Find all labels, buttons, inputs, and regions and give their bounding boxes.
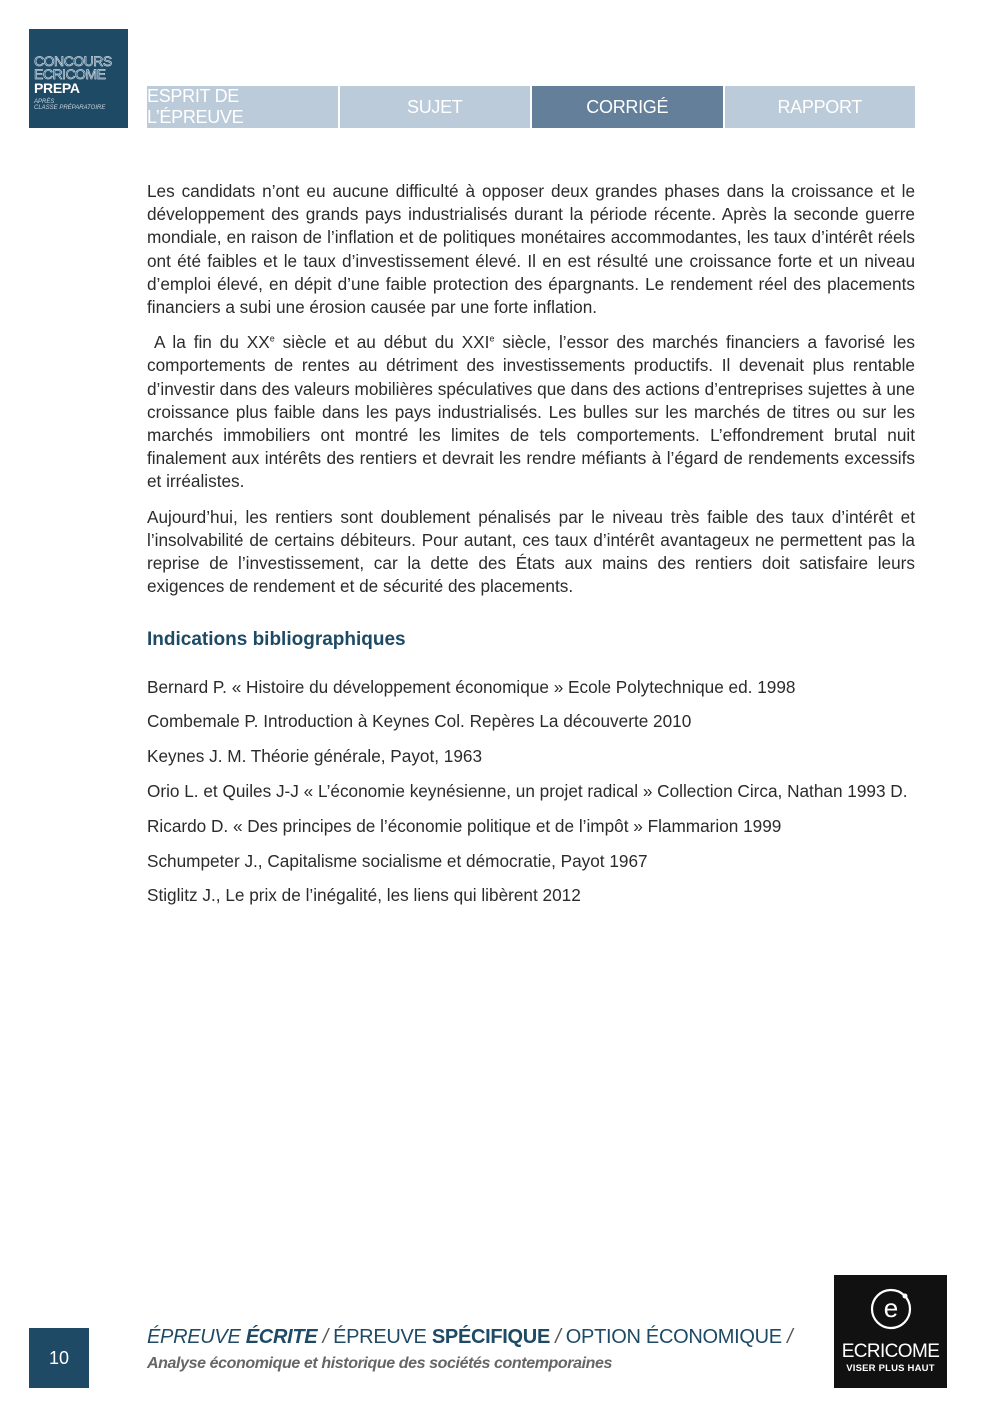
- brand-name: ECRICOME: [841, 1341, 940, 1362]
- bibliography-item: Ricardo D. « Des principes de l’économie politique et de l’impôt » Flammarion 1999: [147, 815, 782, 836]
- footer-subtitle: Analyse économique et historique des sociétés contemporaines: [147, 1355, 613, 1372]
- tab-rapport[interactable]: RAPPORT: [725, 86, 916, 128]
- bibliography-item: Orio L. et Quiles J-J « L’économie keynésienne, un projet radical » Collection Circa, Nathan 1993 D.: [147, 781, 908, 802]
- brand-tagline: VISER PLUS HAUT: [846, 1363, 935, 1374]
- bibliography-heading: Indications bibliographiques: [147, 629, 406, 651]
- svg-text:e: e: [883, 1293, 899, 1323]
- tab-sujet[interactable]: SUJET: [340, 86, 531, 128]
- section-tabs: [147, 86, 915, 128]
- bibliography-item: Schumpeter J., Capitalisme socialisme et démocratie, Payot 1967: [147, 850, 648, 871]
- ecricome-e-icon: [869, 1287, 913, 1331]
- logo-line-concours: CONCOURS: [34, 53, 112, 69]
- paragraph-2: A la fin du XXe siècle et au début du XXIe siècle, l’essor des marchés financiers a favorisé les comportements de rentes au détriment des investissements productifs. Il devenait plus rentable d’investir dans des valeurs mobilières spéculatives que dans des actions d’entreprises sujettes à une croissance plus faible dans les pays industrialisés. Les bulles sur les marchés de titres ou sur les marchés immobiliers ont montré les limites de tels comportements. L’effondrement brutal nuit finalement aux intérêts des rentiers et devrait les rendre méfiants à l’égard de rendements excessifs et irréalistes.: [147, 332, 915, 492]
- tab-corrige[interactable]: CORRIGÉ: [532, 86, 723, 128]
- bibliography-item: Stiglitz J., Le prix de l’inégalité, les liens qui libèrent 2012: [147, 885, 581, 906]
- paragraph-1: Les candidats n’ont eu aucune difficulté à opposer deux grandes phases dans la croissance et le développement des grands pays industrialisés durant la période récente. Après la seconde guerre mondiale, en raison de l’inflation et de politiques monétaires accommodantes, les taux d’intérêt réels ont été faibles et le taux d’investissement élevé. Il en est résulté une croissance forte et un niveau d’emploi élevé, en dépit d’une faible protection des épargnants. Le rendement réel des placements financiers a subi une érosion causée par une forte inflation.: [147, 181, 915, 318]
- main-content: [147, 180, 915, 919]
- logo-line-prepa: PREPA: [34, 80, 80, 96]
- tab-esprit-epreuve[interactable]: ESPRIT DE L’ÉPREUVE: [147, 86, 338, 128]
- concours-ecricome-logo: [29, 29, 128, 128]
- logo-line-ecricome: ECRICOME: [34, 66, 106, 82]
- bibliography-item: Keynes J. M. Théorie générale, Payot, 1963: [147, 746, 483, 767]
- page-number: 10: [29, 1328, 89, 1388]
- footer-exam-title: ÉPREUVE ÉCRITE / ÉPREUVE SPÉCIFIQUE / OPTION ÉCONOMIQUE /: [147, 1326, 793, 1348]
- bibliography-list: [147, 676, 915, 908]
- bibliography-item: Bernard P. « Histoire du développement économique » Ecole Polytechnique ed. 1998: [147, 676, 796, 697]
- paragraph-3: Aujourd’hui, les rentiers sont doublement pénalisés par le niveau très faible des taux d’intérêt et l’insolvabilité de certains débiteurs. Pour autant, ces taux d’intérêt avantageux ne permettent pas la reprise de l’investissement, car la dette des États aux mains des rentiers doit satisfaire leurs exigences de rendement et de sécurité des placements.: [147, 506, 915, 597]
- logo-line-apres: APRÈS: [34, 99, 55, 105]
- logo-line-classe: CLASSE PRÉPARATOIRE: [34, 105, 106, 111]
- bibliography-item: Combemale P. Introduction à Keynes Col. Repères La découverte 2010: [147, 711, 692, 732]
- ecricome-brand-logo: [834, 1275, 947, 1388]
